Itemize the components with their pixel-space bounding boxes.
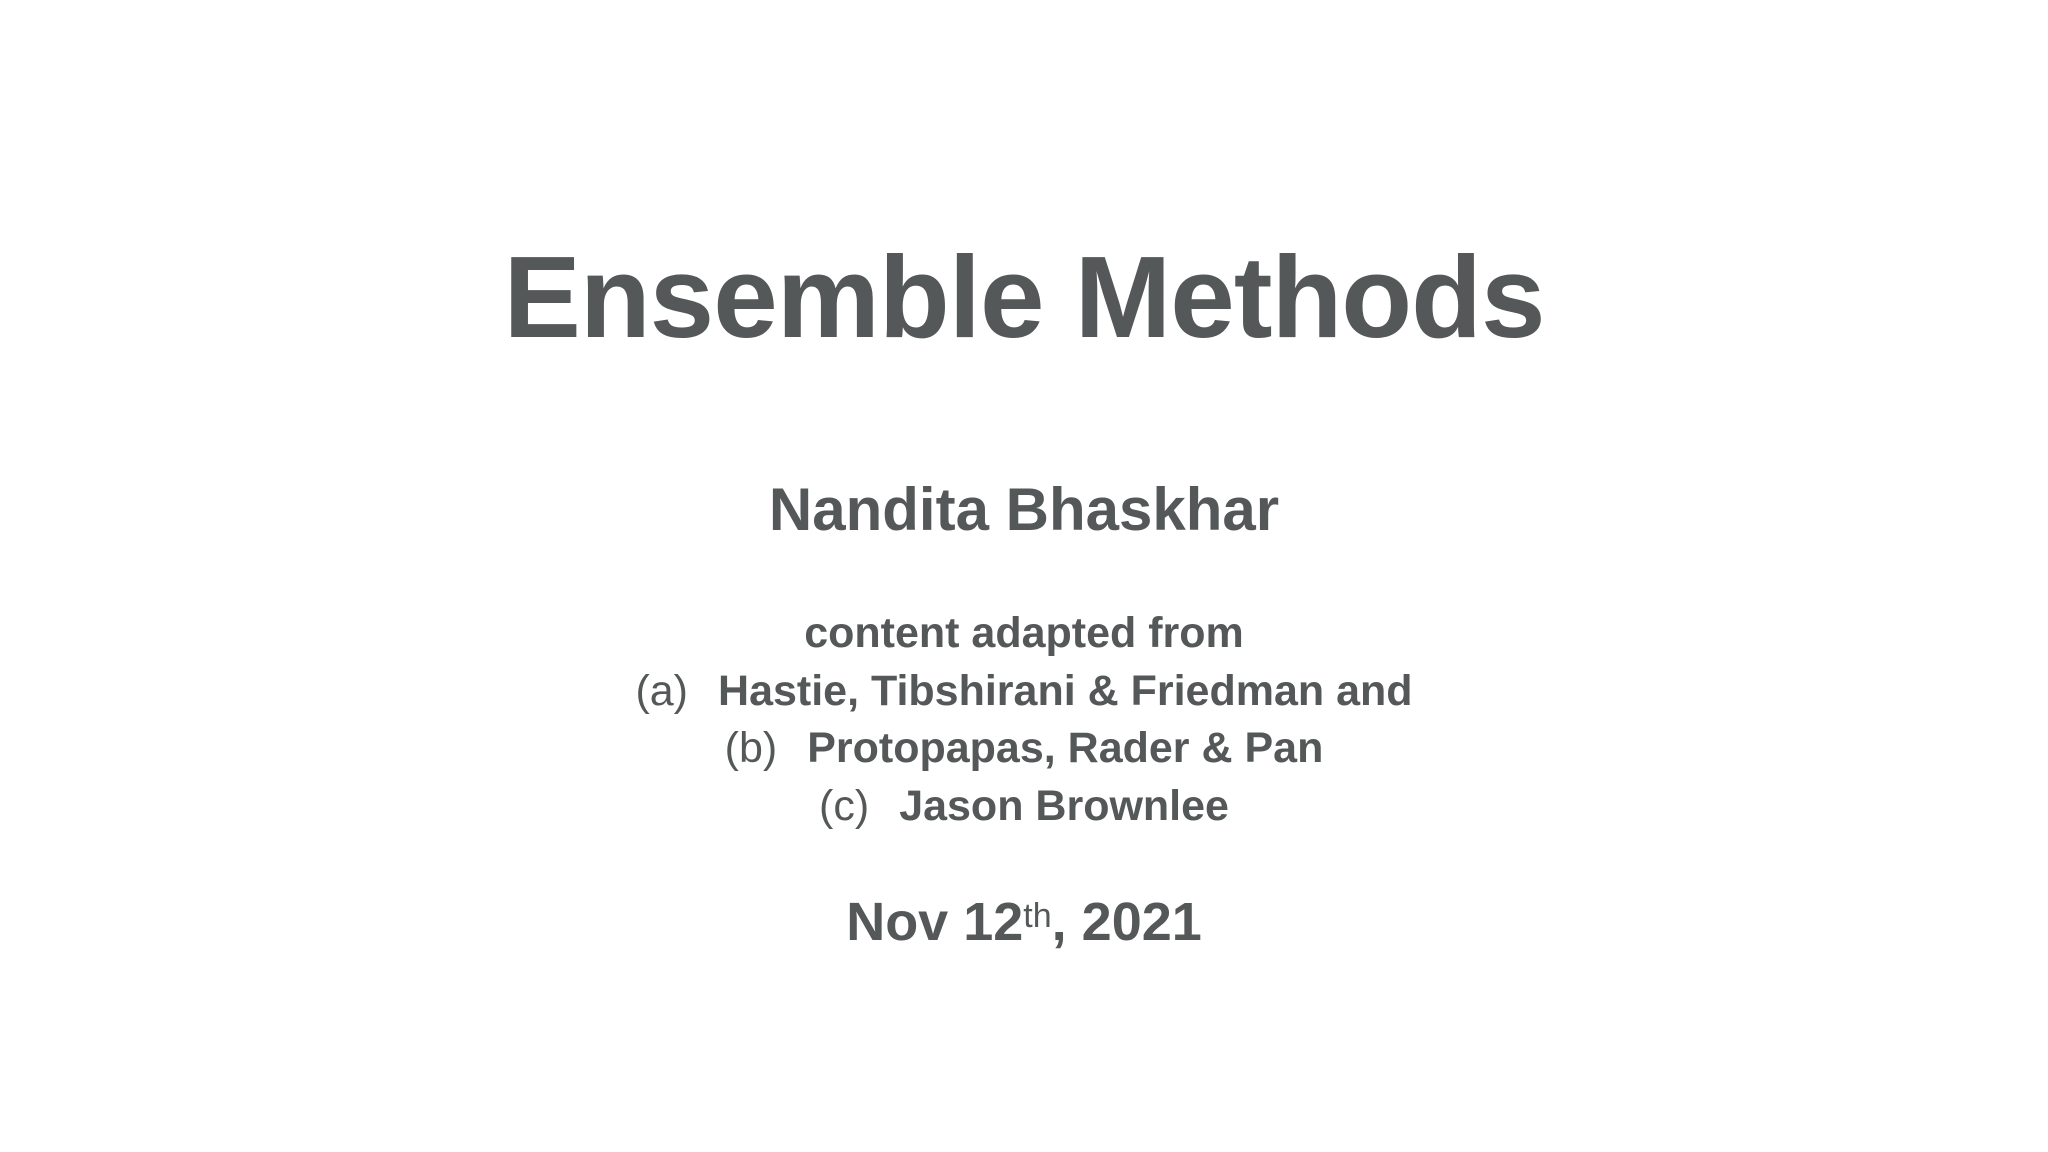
slide-date [0,890,2048,954]
source-marker: (c) [819,781,870,830]
source-item-c [0,778,2048,836]
source-text: Hastie, Tibshirani & Friedman and [718,666,1413,715]
date-main: Nov 12 [846,892,1024,952]
source-marker: (b) [724,724,778,772]
sources-intro: content adapted from [804,609,1244,657]
slide-title: Ensemble Methods [503,232,1545,362]
date-ordinal-suffix: th [1023,897,1052,935]
source-item-a [0,663,2048,721]
source-text: Jason Brownlee [899,781,1229,830]
date-year: , 2021 [1051,892,1202,952]
source-item-b [0,720,2048,778]
author-name: Nandita Bhaskhar [768,476,1280,543]
source-marker: (a) [635,666,689,715]
source-text: Protopapas, Rader & Pan [807,724,1324,772]
sources-block [0,605,2048,835]
